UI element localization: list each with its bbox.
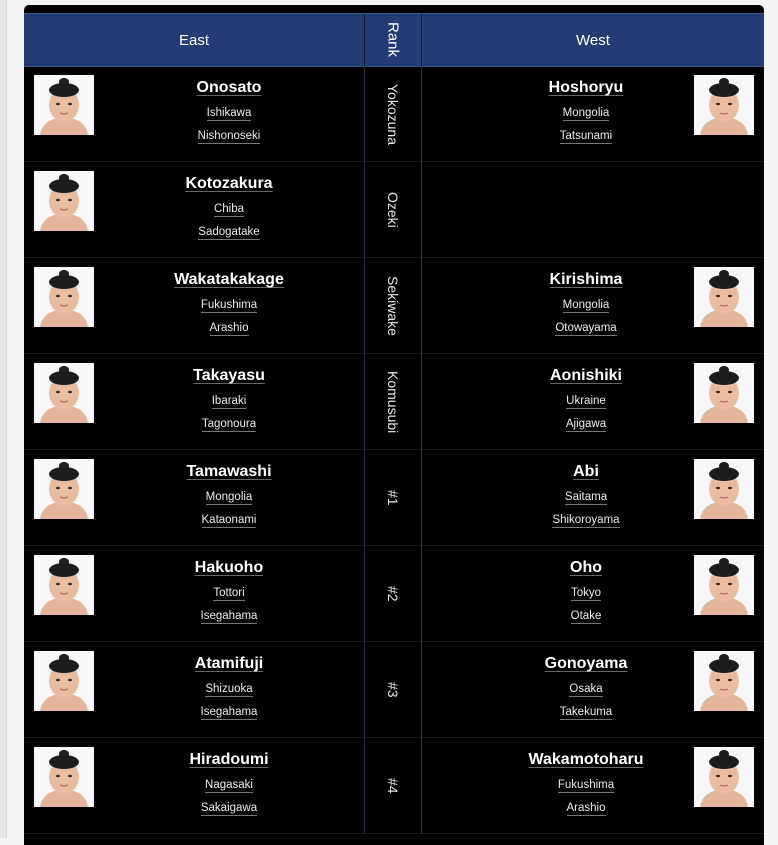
wrestler-photo[interactable] bbox=[694, 363, 754, 423]
wrestler-prefecture-link[interactable]: Tottori bbox=[213, 587, 245, 599]
rank-cell bbox=[364, 450, 422, 546]
wrestler-prefecture bbox=[129, 586, 329, 600]
wrestler-stable-link[interactable]: Arashio bbox=[209, 322, 249, 334]
west-wrestler bbox=[422, 66, 764, 162]
wrestler-stable bbox=[129, 705, 329, 719]
wrestler-info bbox=[486, 462, 686, 527]
wrestler-prefecture bbox=[486, 586, 686, 600]
wrestler-info bbox=[486, 78, 686, 143]
wrestler-info bbox=[129, 174, 329, 239]
wrestler-prefecture-link[interactable]: Fukushima bbox=[557, 779, 615, 791]
wrestler-stable bbox=[129, 129, 329, 143]
table-header bbox=[24, 13, 764, 67]
wrestler-name-link[interactable]: Kotozakura bbox=[185, 175, 273, 192]
wrestler-info bbox=[486, 558, 686, 623]
wrestler-stable-link[interactable]: Takekuma bbox=[559, 706, 613, 718]
west-wrestler bbox=[422, 642, 764, 738]
person-portrait-icon bbox=[694, 267, 754, 327]
wrestler-prefecture-link[interactable]: Saitama bbox=[564, 491, 608, 503]
rank-label: Yokozuna bbox=[385, 83, 401, 145]
person-portrait-icon bbox=[34, 555, 94, 615]
person-portrait-icon bbox=[694, 651, 754, 711]
wrestler-stable-link[interactable]: Otake bbox=[570, 610, 602, 622]
wrestler-prefecture bbox=[129, 394, 329, 408]
wrestler-info bbox=[486, 366, 686, 431]
wrestler-stable-link[interactable]: Tatsunami bbox=[559, 130, 613, 142]
wrestler-photo[interactable] bbox=[694, 651, 754, 711]
wrestler-prefecture-link[interactable]: Mongolia bbox=[562, 107, 610, 119]
wrestler-stable bbox=[129, 417, 329, 431]
wrestler-stable bbox=[486, 609, 686, 623]
wrestler-stable bbox=[486, 513, 686, 527]
wrestler-prefecture bbox=[486, 106, 686, 120]
wrestler-prefecture bbox=[486, 298, 686, 312]
wrestler-stable-link[interactable]: Isegahama bbox=[200, 706, 258, 718]
wrestler-name-link[interactable]: Abi bbox=[573, 463, 599, 480]
rank-label: Komusubi bbox=[385, 370, 401, 434]
wrestler-photo[interactable] bbox=[694, 555, 754, 615]
person-portrait-icon bbox=[694, 747, 754, 807]
wrestler-prefecture-link[interactable]: Ibaraki bbox=[211, 395, 247, 407]
wrestler-info bbox=[129, 462, 329, 527]
wrestler-stable-link[interactable]: Kataonami bbox=[201, 514, 257, 526]
west-wrestler bbox=[422, 354, 764, 450]
wrestler-name-link[interactable]: Tamawashi bbox=[186, 463, 272, 480]
east-wrestler bbox=[24, 642, 364, 738]
header-rank bbox=[364, 14, 422, 66]
wrestler-name-link[interactable]: Aonishiki bbox=[549, 367, 622, 384]
wrestler-info bbox=[486, 750, 686, 815]
table-row bbox=[24, 354, 764, 450]
table-row bbox=[24, 66, 764, 162]
west-wrestler bbox=[422, 258, 764, 354]
wrestler-name-link[interactable]: Hoshoryu bbox=[548, 79, 624, 96]
wrestler-info bbox=[129, 78, 329, 143]
wrestler-info bbox=[129, 558, 329, 623]
wrestler-info bbox=[129, 270, 329, 335]
rank-label: Sekiwake bbox=[385, 276, 401, 336]
wrestler-photo[interactable] bbox=[34, 459, 94, 519]
wrestler-stable bbox=[129, 801, 329, 815]
wrestler-info bbox=[129, 366, 329, 431]
wrestler-prefecture bbox=[486, 778, 686, 792]
header-west: West bbox=[576, 31, 610, 49]
banzuke-table bbox=[24, 5, 764, 845]
wrestler-prefecture bbox=[129, 490, 329, 504]
wrestler-stable-link[interactable]: Shikoroyama bbox=[552, 514, 620, 526]
wrestler-photo[interactable] bbox=[34, 171, 94, 231]
person-portrait-icon bbox=[34, 459, 94, 519]
wrestler-stable bbox=[486, 129, 686, 143]
wrestler-name-link[interactable]: Atamifuji bbox=[194, 655, 264, 672]
rank-cell bbox=[364, 354, 422, 450]
wrestler-stable-link[interactable]: Sadogatake bbox=[198, 226, 260, 238]
table-body bbox=[24, 66, 764, 834]
wrestler-prefecture bbox=[129, 106, 329, 120]
west-wrestler bbox=[422, 738, 764, 834]
wrestler-info bbox=[486, 654, 686, 719]
wrestler-prefecture bbox=[129, 298, 329, 312]
wrestler-stable bbox=[129, 609, 329, 623]
wrestler-name-link[interactable]: Wakatakakage bbox=[174, 271, 284, 288]
wrestler-prefecture bbox=[486, 490, 686, 504]
east-wrestler bbox=[24, 546, 364, 642]
wrestler-photo[interactable] bbox=[34, 747, 94, 807]
wrestler-prefecture-link[interactable]: Osaka bbox=[569, 683, 603, 695]
wrestler-photo[interactable] bbox=[694, 267, 754, 327]
wrestler-stable-link[interactable]: Nishonoseki bbox=[197, 130, 261, 142]
table-row bbox=[24, 258, 764, 354]
wrestler-stable-link[interactable]: Otowayama bbox=[555, 322, 617, 334]
rank-label: #1 bbox=[385, 490, 401, 506]
person-portrait-icon bbox=[34, 651, 94, 711]
table-row bbox=[24, 162, 764, 258]
person-portrait-icon bbox=[34, 363, 94, 423]
wrestler-name-link[interactable]: Onosato bbox=[196, 79, 262, 96]
wrestler-prefecture-link[interactable]: Tokyo bbox=[570, 587, 602, 599]
wrestler-stable bbox=[129, 321, 329, 335]
wrestler-photo[interactable] bbox=[694, 75, 754, 135]
wrestler-photo[interactable] bbox=[34, 555, 94, 615]
east-wrestler bbox=[24, 162, 364, 258]
rank-label: Ozeki bbox=[385, 192, 401, 228]
west-wrestler bbox=[422, 450, 764, 546]
wrestler-stable bbox=[486, 801, 686, 815]
wrestler-stable-link[interactable]: Tagonoura bbox=[201, 418, 257, 430]
wrestler-name-link[interactable]: Hiradoumi bbox=[189, 751, 269, 768]
rank-cell bbox=[364, 738, 422, 834]
wrestler-prefecture bbox=[129, 202, 329, 216]
wrestler-prefecture-link[interactable]: Chiba bbox=[213, 203, 245, 215]
rank-cell bbox=[364, 162, 422, 258]
east-wrestler bbox=[24, 738, 364, 834]
wrestler-photo[interactable] bbox=[34, 651, 94, 711]
wrestler-stable bbox=[129, 513, 329, 527]
person-portrait-icon bbox=[34, 171, 94, 231]
east-wrestler bbox=[24, 354, 364, 450]
wrestler-prefecture bbox=[486, 682, 686, 696]
wrestler-name-link[interactable]: Kirishima bbox=[549, 271, 623, 288]
wrestler-stable-link[interactable]: Sakaigawa bbox=[200, 802, 258, 814]
wrestler-photo[interactable] bbox=[694, 459, 754, 519]
wrestler-stable-link[interactable]: Arashio bbox=[566, 802, 606, 814]
wrestler-stable bbox=[486, 321, 686, 335]
rank-cell bbox=[364, 66, 422, 162]
wrestler-prefecture-link[interactable]: Ukraine bbox=[566, 395, 606, 407]
wrestler-prefecture-link[interactable]: Ishikawa bbox=[206, 107, 252, 119]
wrestler-photo[interactable] bbox=[34, 363, 94, 423]
table-row bbox=[24, 450, 764, 546]
wrestler-photo[interactable] bbox=[34, 75, 94, 135]
wrestler-info bbox=[486, 270, 686, 335]
rank-label: #2 bbox=[385, 586, 401, 602]
east-wrestler bbox=[24, 450, 364, 546]
person-portrait-icon bbox=[694, 363, 754, 423]
rank-cell bbox=[364, 642, 422, 738]
table-row bbox=[24, 546, 764, 642]
person-portrait-icon bbox=[694, 75, 754, 135]
wrestler-prefecture-link[interactable]: Mongolia bbox=[205, 491, 253, 503]
person-portrait-icon bbox=[34, 747, 94, 807]
wrestler-stable bbox=[486, 705, 686, 719]
wrestler-info bbox=[129, 654, 329, 719]
rank-label: #4 bbox=[385, 778, 401, 794]
table-row bbox=[24, 738, 764, 834]
wrestler-name-link[interactable]: Hakuoho bbox=[194, 559, 264, 576]
wrestler-name-link[interactable]: Wakamotoharu bbox=[528, 751, 644, 768]
person-portrait-icon bbox=[34, 267, 94, 327]
wrestler-prefecture-link[interactable]: Fukushima bbox=[200, 299, 258, 311]
wrestler-prefecture-link[interactable]: Shizuoka bbox=[205, 683, 253, 695]
person-portrait-icon bbox=[34, 75, 94, 135]
header-rank-label: Rank bbox=[384, 22, 402, 58]
wrestler-prefecture bbox=[129, 682, 329, 696]
wrestler-stable-link[interactable]: Isegahama bbox=[200, 610, 258, 622]
wrestler-info bbox=[129, 750, 329, 815]
table-row bbox=[24, 642, 764, 738]
person-portrait-icon bbox=[694, 459, 754, 519]
wrestler-name-link[interactable]: Oho bbox=[570, 559, 602, 576]
wrestler-name-link[interactable]: Gonoyama bbox=[544, 655, 628, 672]
person-portrait-icon bbox=[694, 555, 754, 615]
wrestler-prefecture bbox=[486, 394, 686, 408]
wrestler-photo[interactable] bbox=[694, 747, 754, 807]
east-wrestler bbox=[24, 258, 364, 354]
header-east: East bbox=[178, 31, 209, 49]
wrestler-prefecture-link[interactable]: Mongolia bbox=[562, 299, 610, 311]
rank-label: #3 bbox=[385, 682, 401, 698]
wrestler-stable bbox=[129, 225, 329, 239]
wrestler-stable-link[interactable]: Ajigawa bbox=[565, 418, 607, 430]
wrestler-prefecture bbox=[129, 778, 329, 792]
wrestler-name-link[interactable]: Takayasu bbox=[193, 367, 265, 384]
wrestler-stable bbox=[486, 417, 686, 431]
west-wrestler bbox=[422, 546, 764, 642]
page-left-edge bbox=[0, 0, 7, 838]
wrestler-prefecture-link[interactable]: Nagasaki bbox=[205, 779, 253, 791]
wrestler-photo[interactable] bbox=[34, 267, 94, 327]
rank-cell bbox=[364, 258, 422, 354]
east-wrestler bbox=[24, 66, 364, 162]
rank-cell bbox=[364, 546, 422, 642]
